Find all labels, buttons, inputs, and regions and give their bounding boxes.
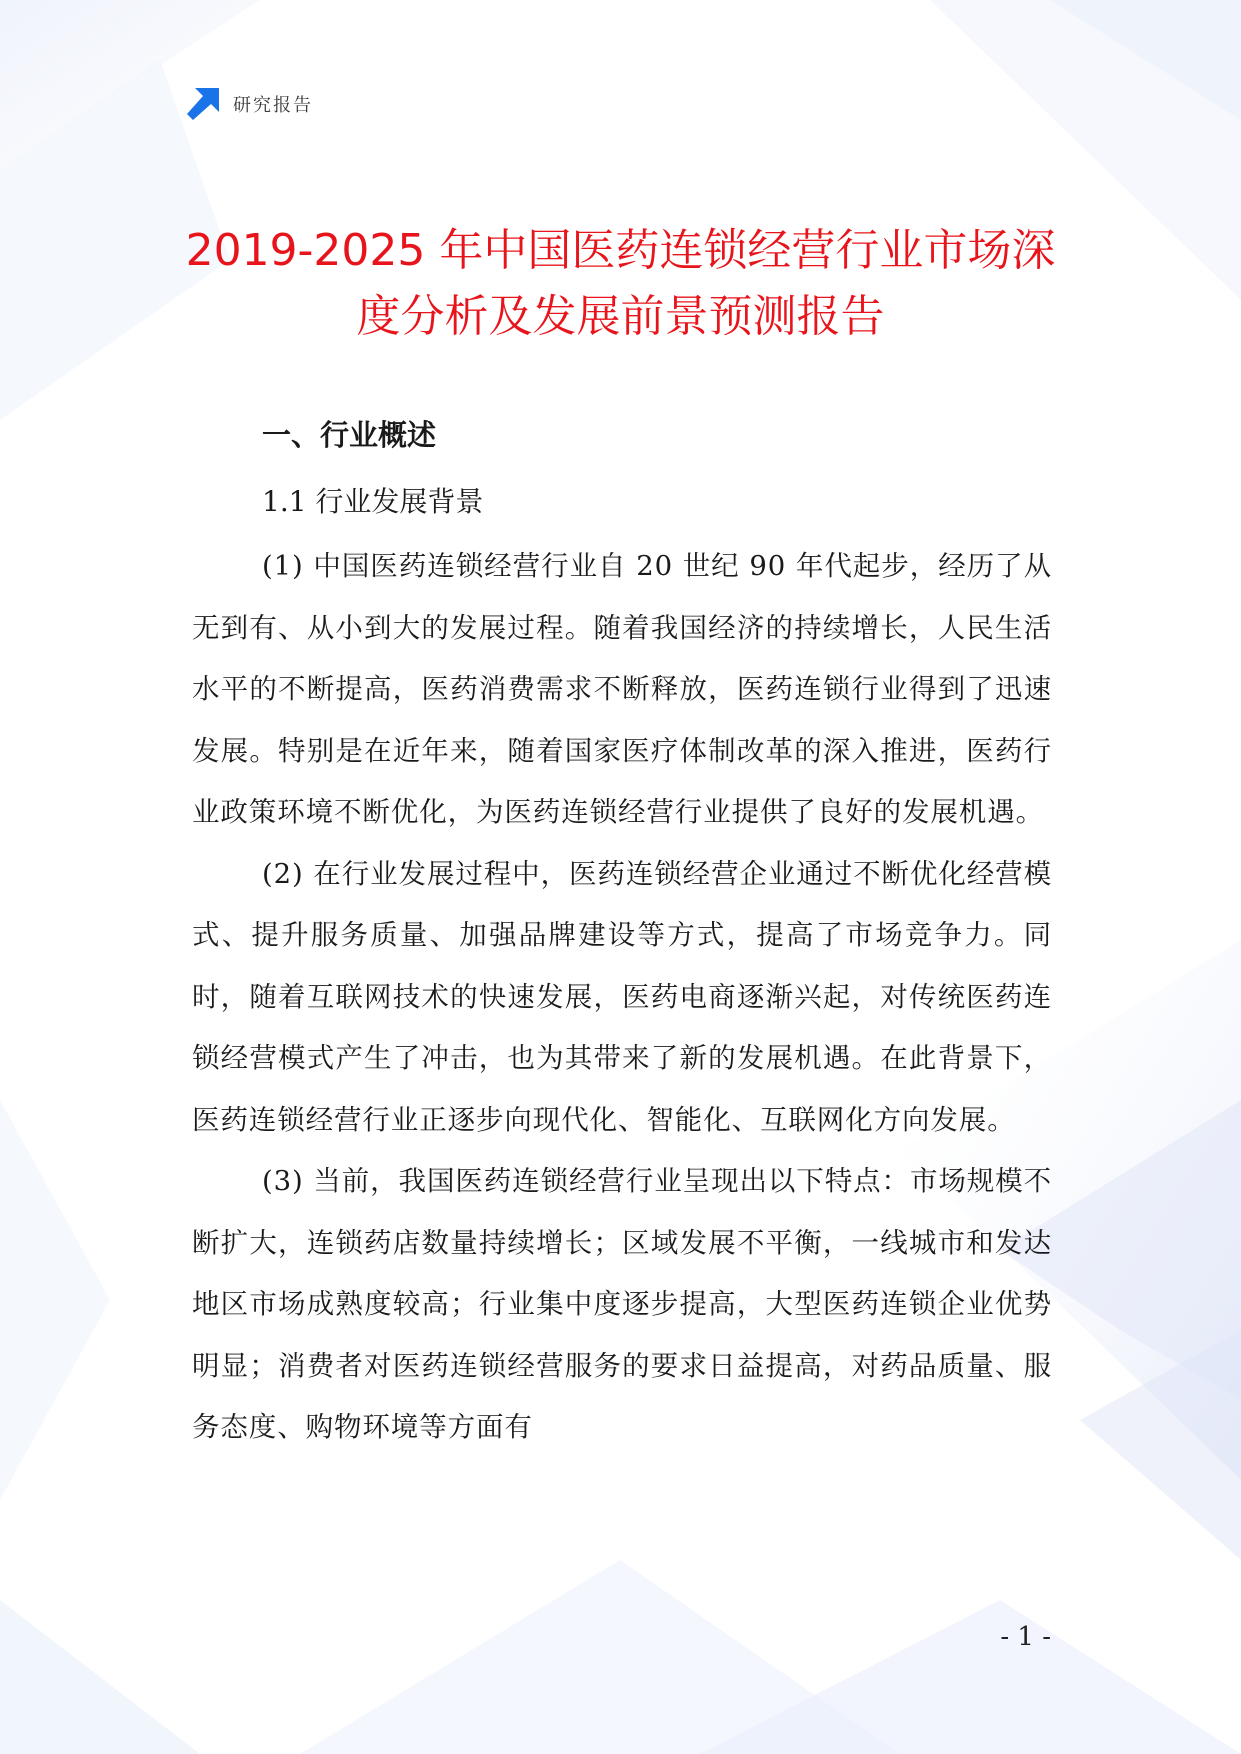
report-type-label: 研究报告 <box>233 95 313 116</box>
paragraph-3: (3) 当前，我国医药连锁经营行业呈现出以下特点：市场规模不断扩大，连锁药店数量持续增长；区域发展不平衡，一线城市和发达地区市场成熟度较高；行业集中度逐步提高，大型医药连锁企业优势明显；消费者对医药连锁经营服务的要求日益提高，对药品质量、服务态度、购物环境等方面有 <box>192 1165 1052 1443</box>
section-heading: 一、行业概述 <box>262 418 437 452</box>
title-line-2: 度分析及发展前景预测报告 <box>356 291 885 342</box>
document-title <box>150 218 1091 350</box>
document-body <box>192 410 1052 1459</box>
paragraph-2: (2) 在行业发展过程中，医药连锁经营企业通过不断优化经营模式、提升服务质量、加强品牌建设等方式，提高了市场竞争力。同时，随着互联网技术的快速发展，医药电商逐渐兴起，对传统医药连锁经营模式产生了冲击，也为其带来了新的发展机遇。在此背景下，医药连锁经营行业正逐步向现代化、智能化、互联网化方向发展。 <box>192 857 1052 1136</box>
subsection-heading: 1.1 行业发展背景 <box>262 485 484 518</box>
paragraph-1: (1) 中国医药连锁经营行业自 20 世纪 90 年代起步，经历了从无到有、从小到大的发展过程。随着我国经济的持续增长，人民生活水平的不断提高，医药消费需求不断释放，医药连锁行业得到了迅速发展。特别是在近年来，随着国家医疗体制改革的深入推进，医药行业政策环境不断优化，为医药连锁经营行业提供了良好的发展机遇。 <box>192 550 1052 828</box>
report-header <box>187 88 313 120</box>
arrow-up-right-icon <box>187 88 219 120</box>
page-number: - 1 - <box>1000 1622 1051 1652</box>
title-line-1: 2019-2025 年中国医药连锁经营行业市场深 <box>185 225 1056 276</box>
